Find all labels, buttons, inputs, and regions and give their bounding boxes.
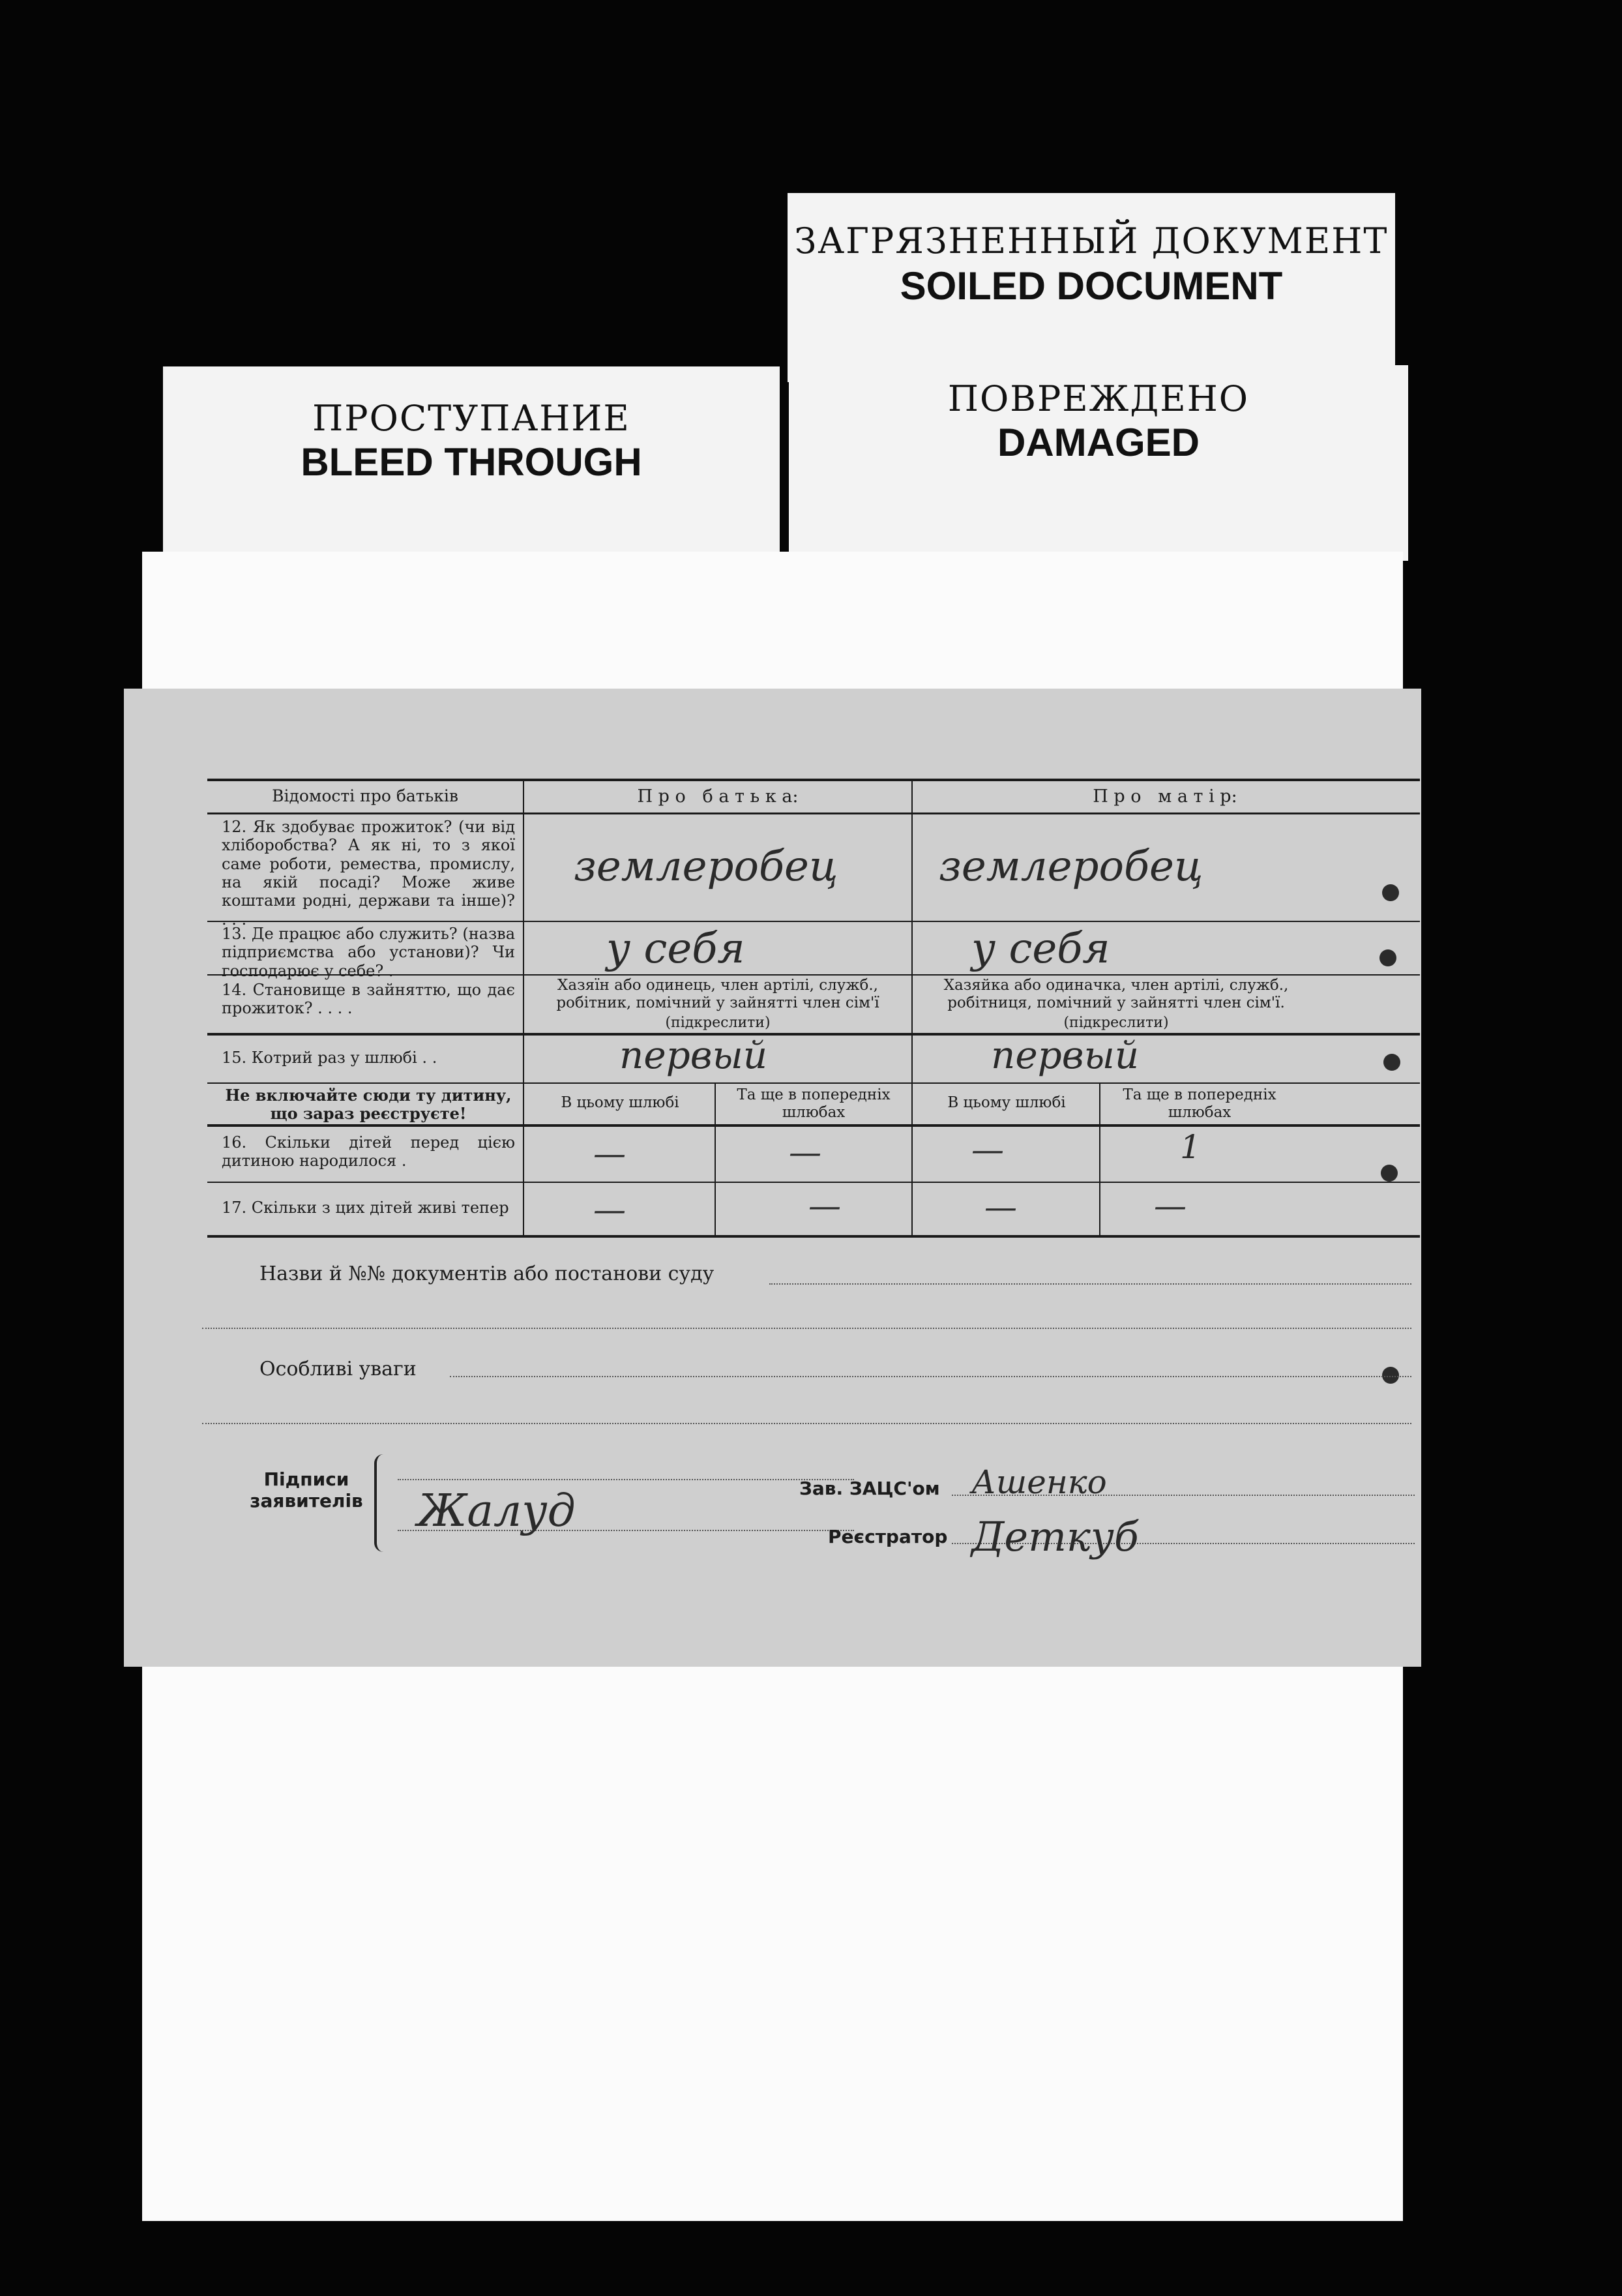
- damage-hole: [1379, 949, 1396, 966]
- children-alive-father-prev: —: [808, 1187, 841, 1225]
- father-this-marriage-header: В цьому шлюбі: [561, 1094, 679, 1111]
- children-exclusion-note: Не включайте сюди ту дитину, що зараз реєструєте!: [225, 1086, 512, 1124]
- head-signature: Ашенко: [971, 1463, 1107, 1501]
- registrar-signature: Деткуб: [971, 1513, 1139, 1560]
- father-marriage-count: первый: [619, 1033, 768, 1077]
- col-rule: [911, 780, 913, 1236]
- col-rule: [523, 780, 524, 1236]
- children-alive-mother-this: —: [984, 1188, 1017, 1226]
- damage-hole: [1381, 1165, 1398, 1182]
- question-14: 14. Становище в зайняттю, що дає прожиток? . . . .: [222, 981, 515, 1018]
- bleed-label-ru: ПРОСТУПАНИЕ: [312, 398, 630, 439]
- header-father: П р о б а т ь к а:: [637, 786, 799, 807]
- header-parents-info: Відомості про батьків: [272, 786, 458, 805]
- applicant-signature: Жалуд: [417, 1485, 576, 1537]
- question-16: 16. Скільки дітей перед цією дитиною народилося .: [222, 1133, 515, 1170]
- applicants-label-line1: Підписи: [263, 1469, 349, 1490]
- children-born-mother-this: —: [971, 1131, 1004, 1169]
- soiled-label-en: SOILED DOCUMENT: [900, 264, 1283, 308]
- question-13: 13. Де працює або служить? (назва підприємства або установи)? Чи господарює у себе? .: [222, 925, 515, 980]
- mother-occupation: землеробец: [939, 842, 1203, 891]
- row-rule: [207, 1033, 1420, 1036]
- children-alive-father-this: —: [593, 1191, 626, 1229]
- applicants-label-line2: заявителів: [250, 1490, 363, 1512]
- damage-hole: [1383, 1054, 1400, 1071]
- signature-brace: [374, 1454, 386, 1552]
- notes-fill-line-2: [202, 1423, 1411, 1424]
- notes-fill-line: [450, 1376, 1411, 1377]
- damage-hole: [1382, 884, 1399, 901]
- table-bottom-rule: [207, 1235, 1420, 1238]
- row-rule: [207, 1082, 1420, 1084]
- father-previous-marriages-header: Та ще в попередніх шлюбах: [737, 1086, 891, 1122]
- mother-marriage-count: первый: [991, 1033, 1140, 1077]
- row-rule: [207, 1182, 1420, 1183]
- children-born-father-prev: —: [789, 1133, 821, 1171]
- soiled-label-ru: ЗАГРЯЗНЕННЫЙ ДОКУМЕНТ: [794, 220, 1389, 261]
- mother-this-marriage-header: В цьому шлюбі: [947, 1094, 1066, 1111]
- documents-fill-line-2: [202, 1328, 1411, 1329]
- registrar-label: Реєстратор: [828, 1526, 948, 1547]
- row-rule: [207, 1124, 1420, 1127]
- table-header-rule: [207, 813, 1420, 814]
- documents-label: Назви й №№ документів або постанови суду: [259, 1262, 715, 1285]
- mother-status-underline-note: (підкреслити): [1063, 1015, 1169, 1031]
- father-workplace: у себя: [606, 925, 745, 973]
- father-status-underline-note: (підкреслити): [665, 1015, 771, 1031]
- mother-workplace: у себя: [971, 925, 1110, 973]
- damage-hole: [1382, 1367, 1399, 1384]
- bleed-through-card: [163, 366, 780, 562]
- damaged-card: [789, 365, 1408, 561]
- col-rule: [1099, 1084, 1100, 1236]
- children-alive-mother-prev: —: [1154, 1187, 1187, 1225]
- father-status-options: Хазяїн або одинець, член артілі, служб., робітник, помічний у зайнятті член сім'ї: [556, 977, 879, 1012]
- children-born-father-this: —: [593, 1135, 626, 1172]
- applicant-sig-line: [398, 1479, 854, 1480]
- damaged-label-ru: ПОВРЕЖДЕНО: [947, 378, 1250, 419]
- children-born-mother-prev: 1: [1180, 1128, 1201, 1166]
- bleed-label-en: BLEED THROUGH: [301, 440, 642, 484]
- mother-previous-marriages-header: Та ще в попередніх шлюбах: [1123, 1086, 1276, 1122]
- question-12: 12. Як здобуває прожиток? (чи від хліборобства? А як ні, то з якої саме роботи, ремества, промислу, на якій посаді? Може живе коштами родні, держави та інше)? . . .: [222, 818, 515, 929]
- documents-fill-line: [769, 1283, 1411, 1285]
- header-mother: П р о м а т і р:: [1093, 786, 1237, 807]
- applicants-signatures-label: [241, 1469, 372, 1512]
- table-top-rule: [207, 779, 1420, 781]
- question-17: 17. Скільки з цих дітей живі тепер: [222, 1199, 509, 1217]
- mother-status-options: Хазяйка або одиначка, член артілі, служб., робітниця, помічний у зайнятті член сім'ї.: [943, 977, 1289, 1012]
- registry-head-label: Зав. ЗАЦС'ом: [799, 1478, 940, 1499]
- soiled-document-card: [788, 193, 1395, 382]
- col-rule: [715, 1084, 716, 1236]
- special-notes-label: Особливі уваги: [259, 1358, 417, 1380]
- registration-form: [124, 689, 1421, 1667]
- question-15: 15. Котрий раз у шлюбі . .: [222, 1049, 437, 1067]
- father-occupation: землеробец: [574, 842, 838, 891]
- damaged-label-en: DAMAGED: [997, 421, 1200, 464]
